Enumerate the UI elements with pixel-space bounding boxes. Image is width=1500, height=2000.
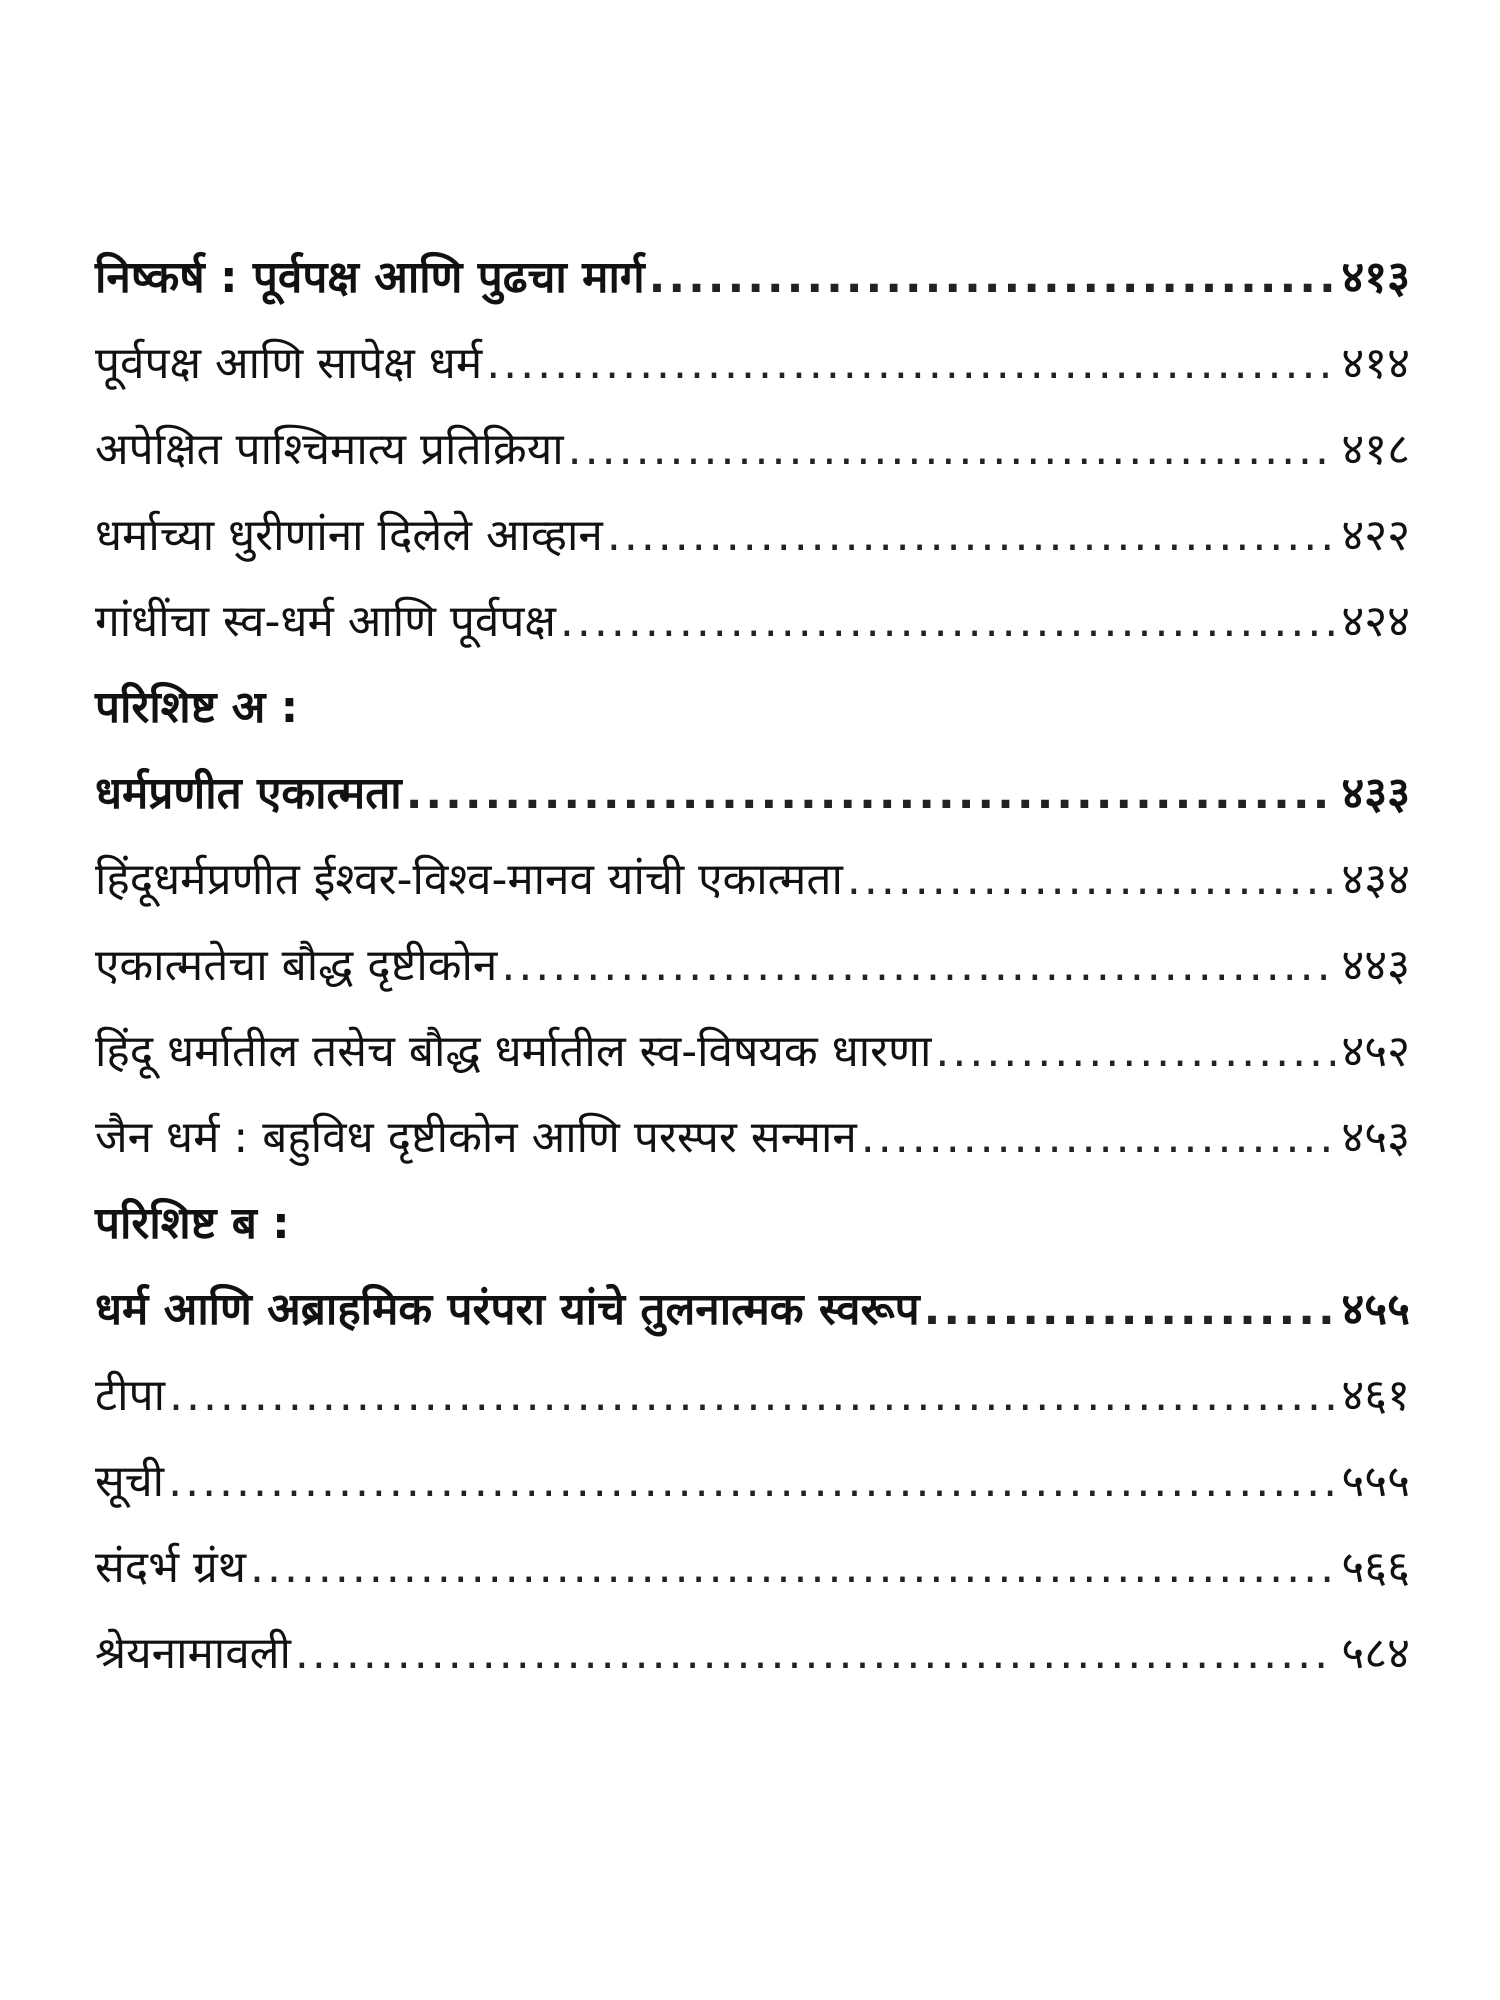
toc-entry-title: सूची — [95, 1456, 165, 1507]
toc-entry-page: ४६१ — [1341, 1370, 1410, 1421]
dot-leader — [406, 751, 1336, 837]
toc-entry[interactable] — [95, 321, 1410, 407]
toc-entry-page: ४५२ — [1341, 1026, 1410, 1077]
table-of-contents — [95, 235, 1410, 1697]
toc-entry-page: ४१८ — [1341, 424, 1410, 475]
dot-leader — [861, 1095, 1336, 1181]
dot-leader — [607, 493, 1336, 579]
toc-entry[interactable] — [95, 751, 1410, 837]
dot-leader — [649, 235, 1336, 321]
toc-entry-title: धर्म आणि अब्राहमिक परंपरा यांचे तुलनात्मक स्वरूप — [95, 1284, 920, 1335]
toc-entry-title: निष्कर्ष : पूर्वपक्ष आणि पुढचा मार्ग — [95, 252, 645, 303]
toc-entry[interactable] — [95, 1267, 1410, 1353]
dot-leader — [169, 1353, 1335, 1439]
toc-entry[interactable] — [95, 837, 1410, 923]
toc-entry[interactable] — [95, 1009, 1410, 1095]
toc-entry[interactable] — [95, 493, 1410, 579]
dot-leader — [168, 1439, 1335, 1525]
toc-entry-page: ५५५ — [1341, 1456, 1410, 1507]
dot-leader — [924, 1267, 1336, 1353]
toc-entry-title: धर्मप्रणीत एकात्मता — [95, 768, 402, 819]
toc-entry[interactable] — [95, 407, 1410, 493]
toc-entry-title: गांधींचा स्व-धर्म आणि पूर्वपक्ष — [95, 596, 556, 647]
dot-leader — [486, 321, 1335, 407]
dot-leader — [295, 1611, 1335, 1697]
toc-entry-page: ४३४ — [1341, 854, 1410, 905]
toc-section-title: परिशिष्ट ब : — [95, 1198, 290, 1249]
toc-entry-title: पूर्वपक्ष आणि सापेक्ष धर्म — [95, 338, 483, 389]
toc-section-heading — [95, 1181, 1410, 1267]
dot-leader — [560, 579, 1335, 665]
toc-entry-page: ४२२ — [1341, 510, 1410, 561]
toc-entry-page: ४४३ — [1341, 940, 1410, 991]
toc-entry-page: ४५३ — [1341, 1112, 1410, 1163]
dot-leader — [501, 923, 1335, 1009]
toc-entry-page: ४३३ — [1341, 768, 1410, 819]
toc-entry-page: ४५५ — [1341, 1284, 1410, 1335]
dot-leader — [847, 837, 1336, 923]
toc-section-heading — [95, 665, 1410, 751]
toc-entry-title: जैन धर्म : बहुविध दृष्टीकोन आणि परस्पर सन्मान — [95, 1112, 857, 1163]
dot-leader — [568, 407, 1336, 493]
toc-section-title: परिशिष्ट अ : — [95, 682, 299, 733]
dot-leader — [935, 1009, 1335, 1095]
toc-entry-title: धर्माच्या धुरीणांना दिलेले आव्हान — [95, 510, 603, 561]
toc-entry-title: एकात्मतेचा बौद्ध दृष्टीकोन — [95, 940, 498, 991]
toc-entry[interactable] — [95, 1439, 1410, 1525]
toc-entry-title: टीपा — [95, 1370, 165, 1421]
toc-entry[interactable] — [95, 579, 1410, 665]
toc-entry-page: ५६६ — [1341, 1542, 1410, 1593]
toc-entry-title: हिंदूधर्मप्रणीत ईश्वर-विश्व-मानव यांची एकात्मता — [95, 854, 843, 905]
toc-entry-page: ४१३ — [1341, 252, 1410, 303]
toc-entry-page: ४२४ — [1341, 596, 1410, 647]
toc-entry-page: ५८४ — [1341, 1628, 1410, 1679]
toc-entry-title: श्रेयनामावली — [95, 1628, 291, 1679]
toc-entry[interactable] — [95, 1353, 1410, 1439]
toc-entry-title: हिंदू धर्मातील तसेच बौद्ध धर्मातील स्व-विषयक धारणा — [95, 1026, 932, 1077]
dot-leader — [250, 1525, 1335, 1611]
toc-entry[interactable] — [95, 1525, 1410, 1611]
toc-entry-title: संदर्भ ग्रंथ — [95, 1542, 246, 1593]
toc-entry[interactable] — [95, 923, 1410, 1009]
toc-entry[interactable] — [95, 1095, 1410, 1181]
toc-entry[interactable] — [95, 1611, 1410, 1697]
toc-entry-page: ४१४ — [1341, 338, 1410, 389]
toc-entry-title: अपेक्षित पाश्चिमात्य प्रतिक्रिया — [95, 424, 564, 475]
toc-entry[interactable] — [95, 235, 1410, 321]
